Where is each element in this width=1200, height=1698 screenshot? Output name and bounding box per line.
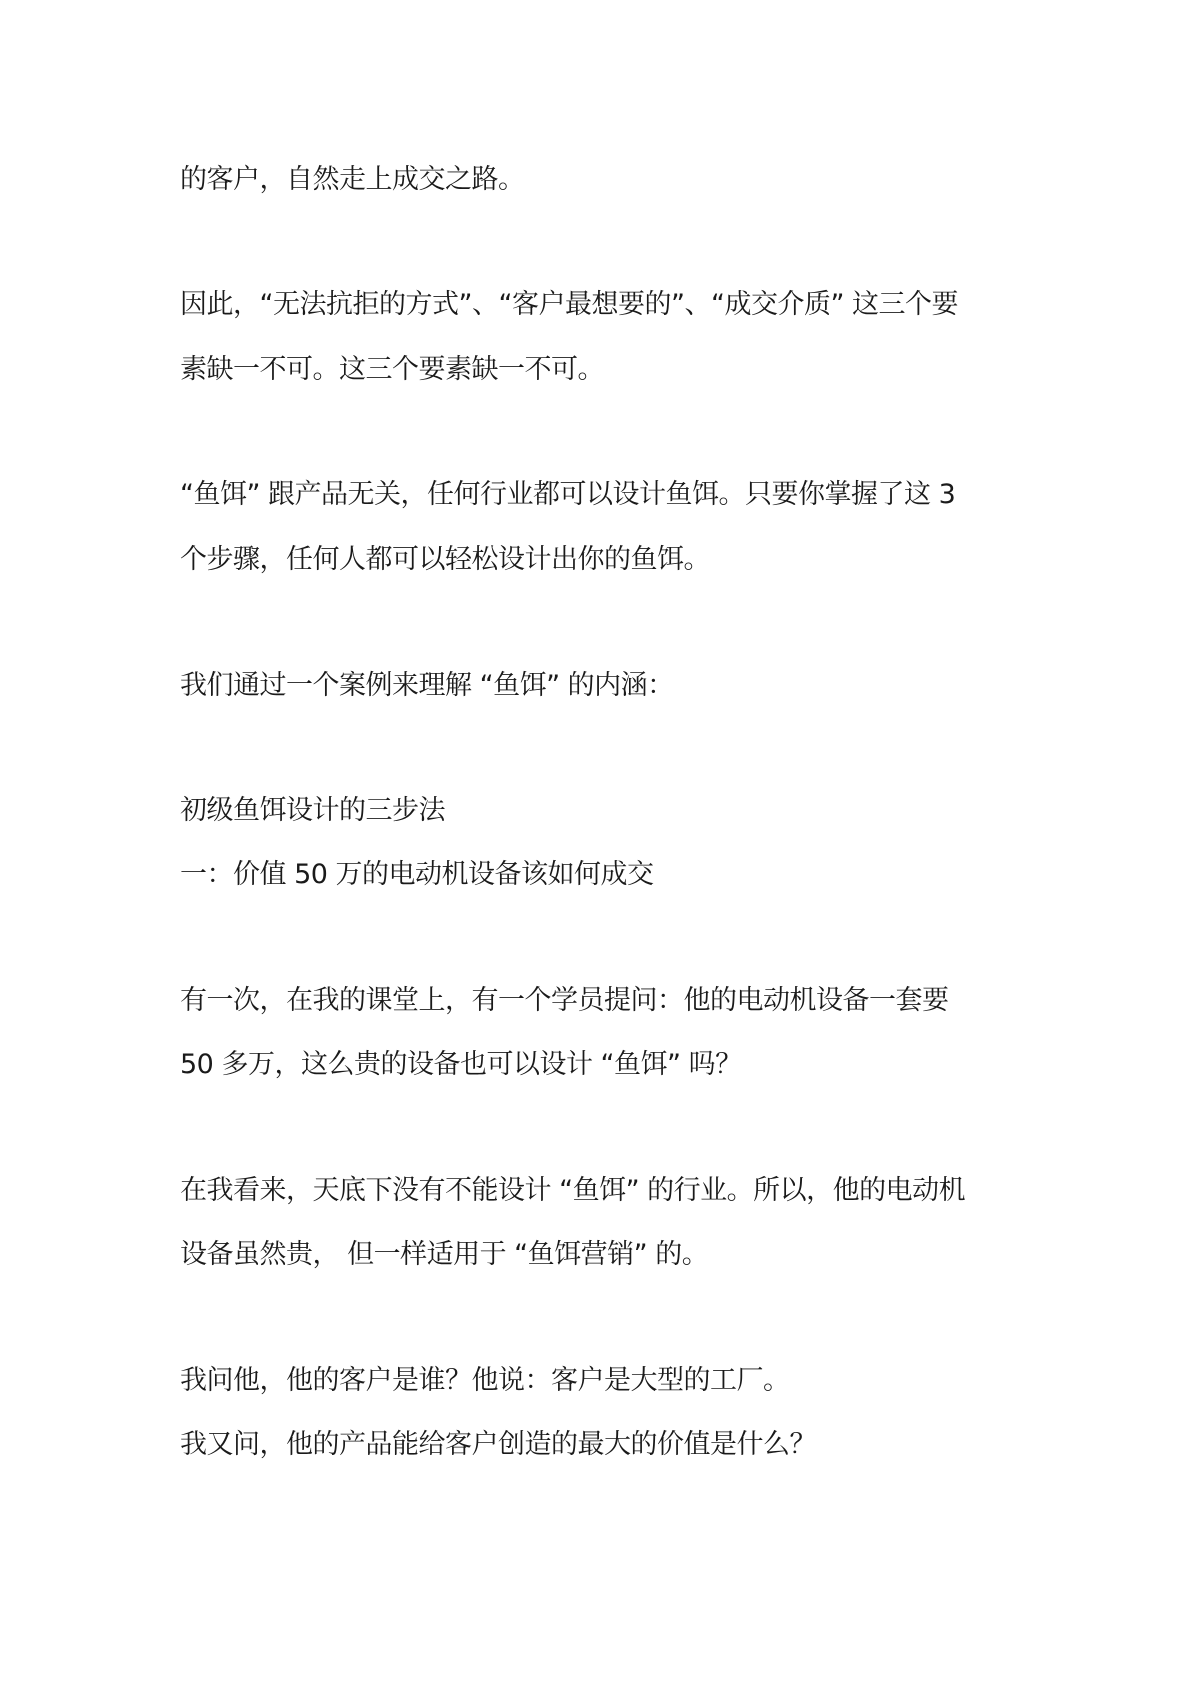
paragraph-line: 50 多万，这么贵的设备也可以设计 “鱼饵” 吗？ [180, 1049, 742, 1080]
paragraph-line: 因此，“无法抗拒的方式”、“客户最想要的”、“成交介质” 这三个要 [180, 289, 959, 320]
section-heading: 初级鱼饵设计的三步法 [180, 795, 445, 826]
section-subheading: 一：价值 50 万的电动机设备该如何成交 [180, 859, 654, 890]
paragraph-line: 设备虽然贵， 但一样适用于 “鱼饵营销” 的。 [180, 1239, 709, 1270]
paragraph-line: 我问他，他的客户是谁？他说：客户是大型的工厂。 [180, 1365, 790, 1396]
paragraph-line: 个步骤，任何人都可以轻松设计出你的鱼饵。 [180, 544, 710, 575]
paragraph-line: 我又问，他的产品能给客户创造的最大的价值是什么？ [180, 1429, 816, 1460]
paragraph-line: 的客户，自然走上成交之路。 [180, 164, 525, 195]
paragraph-line: 素缺一不可。这三个要素缺一不可。 [180, 354, 604, 385]
paragraph-line: 有一次，在我的课堂上，有一个学员提问：他的电动机设备一套要 [180, 985, 949, 1016]
paragraph-line: 我们通过一个案例来理解 “鱼饵” 的内涵： [180, 670, 674, 701]
paragraph-line: 在我看来，天底下没有不能设计 “鱼饵” 的行业。所以，他的电动机 [180, 1175, 966, 1206]
paragraph-line: “鱼饵” 跟产品无关，任何行业都可以设计鱼饵。只要你掌握了这 3 [180, 479, 956, 510]
